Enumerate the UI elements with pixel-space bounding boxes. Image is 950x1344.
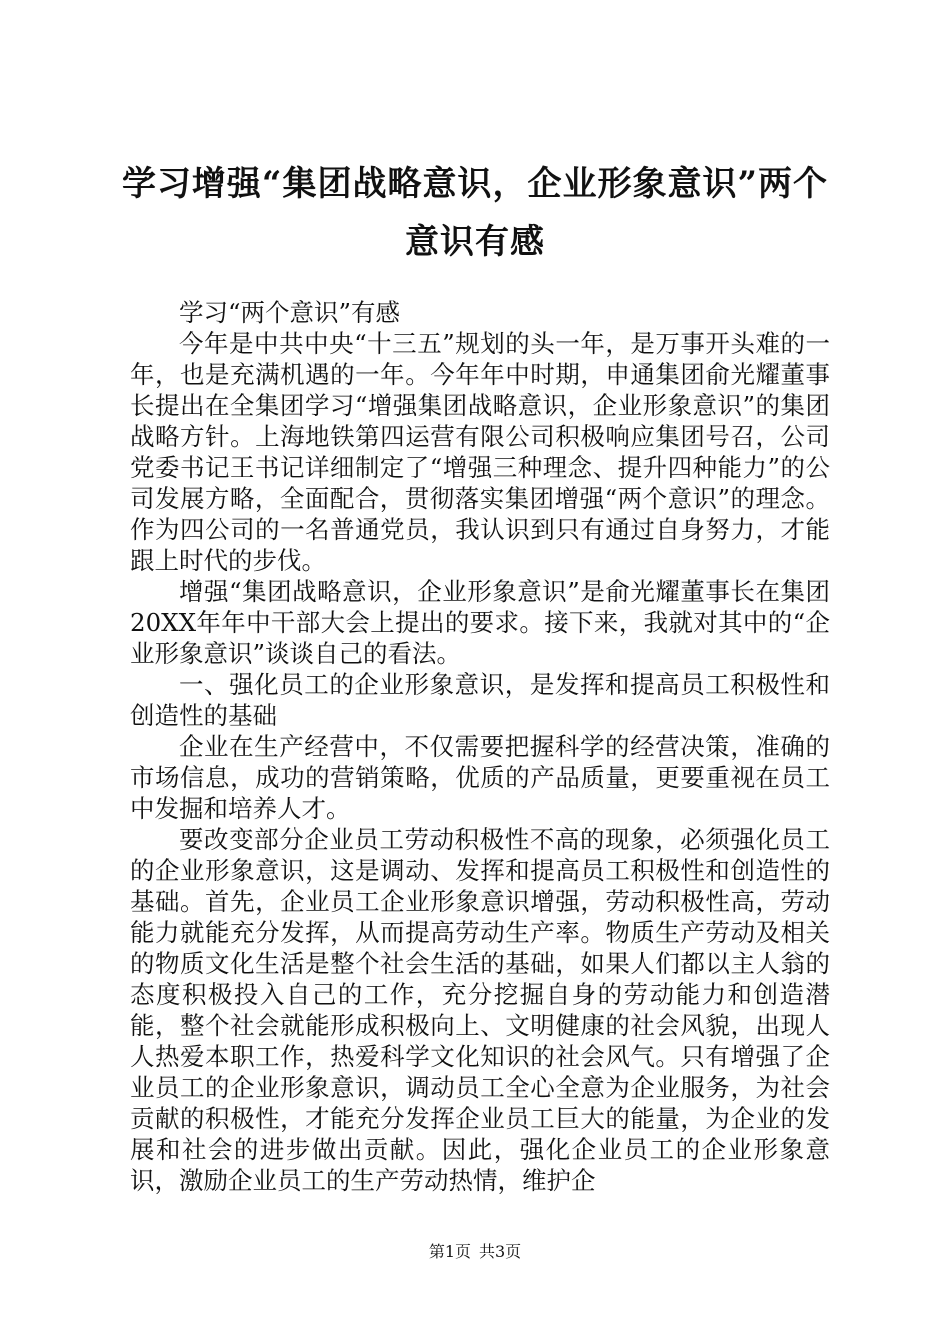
body-paragraph: 要改变部分企业员工劳动积极性不高的现象，必须强化员工的企业形象意识，这是调动、发挥和提高员工积极性和创造性的基础。首先，企业员工企业形象意识增强，劳动积极性高，劳动能力就能充分发挥，从而提高劳动生产率。物质生产劳动及相关的物质文化生活是整个社会生活的基础，如果人们都以主人翁的态度积极投入自己的工作，充分挖掘自身的劳动能力和创造潜能，整个社会就能形成积极向上、文明健康的社会风貌，出现人人热爱本职工作，热爱科学文化知识的社会风气。只有增强了企业员工的企业形象意识，调动员工全心全意为企业服务，为社会贡献的积极性，才能充分发挥企业员工巨大的能量，为企业的发展和社会的进步做出贡献。因此，强化企业员工的企业形象意识，激励企业员工的生产劳动热情，维护企 bbox=[130, 825, 830, 1195]
page-footer bbox=[0, 1242, 950, 1262]
document-title: 学习增强“集团战略意识，企业形象意识”两个意识有感 bbox=[121, 164, 829, 262]
body-paragraph: 企业在生产经营中，不仅需要把握科学的经营决策，准确的市场信息，成功的营销策略，优质的产品质量，更要重视在员工中发掘和培养人才。 bbox=[130, 732, 830, 823]
page-total: 共3页 bbox=[479, 1242, 522, 1261]
body-paragraph: 今年是中共中央“十三五”规划的头一年，是万事开头难的一年，也是充满机遇的一年。今年年中时期，申通集团俞光耀董事长提出在全集团学习“增强集团战略意识，企业形象意识”的集团战略方针。上海地铁第四运营有限公司积极响应集团号召，公司党委书记王书记详细制定了“增强三种理念、提升四种能力”的公司发展方略，全面配合，贯彻落实集团增强“两个意识”的理念。作为四公司的一名普通党员，我认识到只有通过自身努力，才能跟上时代的步伐。 bbox=[130, 329, 830, 575]
subtitle-paragraph: 学习“两个意识”有感 bbox=[179, 298, 401, 327]
page-number: 第1页 bbox=[428, 1242, 471, 1261]
section-heading: 一、强化员工的企业形象意识，是发挥和提高员工积极性和创造性的基础 bbox=[130, 670, 830, 730]
document-body bbox=[130, 297, 830, 1196]
body-paragraph: 增强“集团战略意识，企业形象意识”是俞光耀董事长在集团20XX年年中干部大会上提出的要求。接下来，我就对其中的“企业形象意识”谈谈自己的看法。 bbox=[130, 577, 830, 668]
